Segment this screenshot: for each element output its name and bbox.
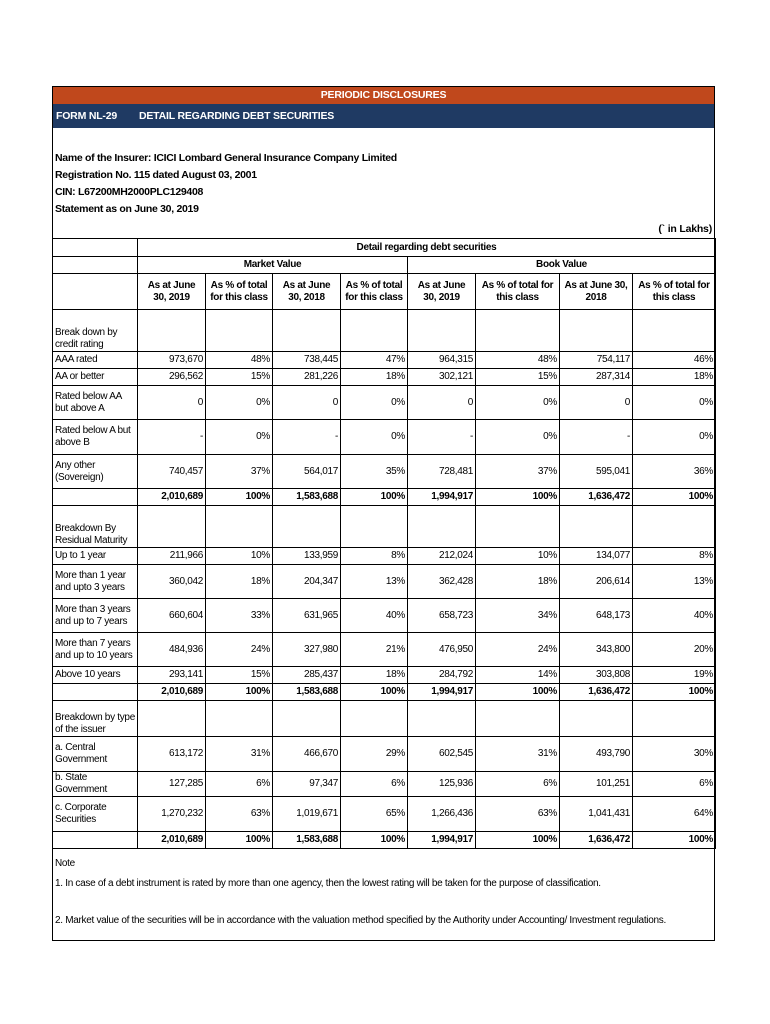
value-cell: 595,041 bbox=[560, 455, 633, 489]
table-row bbox=[53, 701, 716, 737]
value-cell: 29% bbox=[341, 737, 408, 772]
debt-securities-table bbox=[52, 238, 716, 849]
value-cell: 362,428 bbox=[408, 565, 476, 599]
value-cell: 20% bbox=[633, 633, 716, 667]
table-body bbox=[53, 239, 716, 849]
value-cell: - bbox=[273, 420, 341, 455]
value-cell: 754,117 bbox=[560, 352, 633, 369]
value-cell: 125,936 bbox=[408, 772, 476, 797]
value-cell: 40% bbox=[341, 599, 408, 633]
value-cell: 63% bbox=[476, 797, 560, 832]
value-cell: 973,670 bbox=[138, 352, 206, 369]
value-cell: 1,019,671 bbox=[273, 797, 341, 832]
registration-number: Registration No. 115 dated August 03, 2001 bbox=[55, 169, 257, 181]
row-label: More than 1 year and upto 3 years bbox=[53, 565, 138, 599]
table-row bbox=[53, 599, 716, 633]
column-header: As at June 30, 2018 bbox=[560, 274, 633, 310]
value-cell: 285,437 bbox=[273, 667, 341, 684]
value-cell: 101,251 bbox=[560, 772, 633, 797]
value-cell: - bbox=[560, 420, 633, 455]
value-cell: 15% bbox=[476, 369, 560, 386]
value-cell: 10% bbox=[206, 548, 273, 565]
table-row bbox=[53, 352, 716, 369]
total-cell: 1,994,917 bbox=[408, 684, 476, 701]
value-cell: 0% bbox=[633, 420, 716, 455]
form-title-bar bbox=[53, 104, 714, 128]
empty-cell bbox=[138, 506, 206, 548]
value-cell: 0 bbox=[138, 386, 206, 420]
value-cell: 48% bbox=[476, 352, 560, 369]
value-cell: 0% bbox=[341, 386, 408, 420]
value-cell: 127,285 bbox=[138, 772, 206, 797]
value-cell: 30% bbox=[633, 737, 716, 772]
value-cell: 14% bbox=[476, 667, 560, 684]
row-label: Up to 1 year bbox=[53, 548, 138, 565]
total-cell: 1,994,917 bbox=[408, 832, 476, 849]
empty-cell bbox=[138, 701, 206, 737]
table-caption: Detail regarding debt securities bbox=[138, 239, 716, 257]
table-row bbox=[53, 797, 716, 832]
table-row bbox=[53, 310, 716, 352]
value-cell: 6% bbox=[341, 772, 408, 797]
value-cell: 211,966 bbox=[138, 548, 206, 565]
table-row bbox=[53, 506, 716, 548]
value-cell: 64% bbox=[633, 797, 716, 832]
table-row bbox=[53, 832, 716, 849]
value-cell: 613,172 bbox=[138, 737, 206, 772]
empty-cell bbox=[206, 701, 273, 737]
table-row bbox=[53, 684, 716, 701]
note-1: 1. In case of a debt instrument is rated by more than one agency, then the lowest rating will be taken for the purpose of classification. bbox=[55, 878, 601, 889]
empty-cell bbox=[341, 506, 408, 548]
row-label: c. Corporate Securities bbox=[53, 797, 138, 832]
value-cell: 48% bbox=[206, 352, 273, 369]
value-cell: 631,965 bbox=[273, 599, 341, 633]
value-cell: 37% bbox=[476, 455, 560, 489]
value-cell: 31% bbox=[206, 737, 273, 772]
total-cell: 1,636,472 bbox=[560, 489, 633, 506]
total-cell: 100% bbox=[341, 832, 408, 849]
total-cell: 100% bbox=[633, 832, 716, 849]
total-cell: 1,636,472 bbox=[560, 684, 633, 701]
total-cell: 100% bbox=[633, 489, 716, 506]
table-row bbox=[53, 455, 716, 489]
value-cell: 13% bbox=[341, 565, 408, 599]
total-cell: 100% bbox=[341, 489, 408, 506]
value-cell: 15% bbox=[206, 369, 273, 386]
value-cell: 476,950 bbox=[408, 633, 476, 667]
value-cell: 18% bbox=[341, 369, 408, 386]
column-header: As at June 30, 2019 bbox=[138, 274, 206, 310]
value-cell: 35% bbox=[341, 455, 408, 489]
value-cell: 204,347 bbox=[273, 565, 341, 599]
table-row bbox=[53, 633, 716, 667]
total-cell: 2,010,689 bbox=[138, 832, 206, 849]
empty-cell bbox=[408, 701, 476, 737]
row-label: AAA rated bbox=[53, 352, 138, 369]
table-row bbox=[53, 420, 716, 455]
value-cell: 466,670 bbox=[273, 737, 341, 772]
value-cell: 8% bbox=[633, 548, 716, 565]
value-cell: - bbox=[408, 420, 476, 455]
table-row bbox=[53, 737, 716, 772]
value-cell: 65% bbox=[341, 797, 408, 832]
total-cell: 1,636,472 bbox=[560, 832, 633, 849]
value-cell: 296,562 bbox=[138, 369, 206, 386]
value-cell: 493,790 bbox=[560, 737, 633, 772]
column-header: As % of total for this class bbox=[206, 274, 273, 310]
table-row bbox=[53, 489, 716, 506]
row-label: More than 3 years and up to 7 years bbox=[53, 599, 138, 633]
value-cell: 212,024 bbox=[408, 548, 476, 565]
value-cell: - bbox=[138, 420, 206, 455]
value-cell: 602,545 bbox=[408, 737, 476, 772]
value-cell: 564,017 bbox=[273, 455, 341, 489]
table-row bbox=[53, 369, 716, 386]
row-label: AA or better bbox=[53, 369, 138, 386]
value-cell: 15% bbox=[206, 667, 273, 684]
form-title: DETAIL REGARDING DEBT SECURITIES bbox=[139, 110, 335, 122]
statement-date: Statement as on June 30, 2019 bbox=[55, 203, 199, 215]
section-heading: Break down by credit rating bbox=[53, 310, 138, 352]
value-cell: 1,041,431 bbox=[560, 797, 633, 832]
total-cell: 100% bbox=[476, 684, 560, 701]
value-cell: 47% bbox=[341, 352, 408, 369]
value-cell: 134,077 bbox=[560, 548, 633, 565]
periodic-disclosures-banner: PERIODIC DISCLOSURES bbox=[53, 87, 714, 104]
column-header: As % of total for this class bbox=[341, 274, 408, 310]
row-label: Above 10 years bbox=[53, 667, 138, 684]
empty-cell bbox=[476, 310, 560, 352]
value-cell: 31% bbox=[476, 737, 560, 772]
units-label: (` in Lakhs) bbox=[658, 223, 712, 235]
value-cell: 1,266,436 bbox=[408, 797, 476, 832]
insurer-name: Name of the Insurer: ICICI Lombard General Insurance Company Limited bbox=[55, 152, 397, 164]
row-label: More than 7 years and up to 10 years bbox=[53, 633, 138, 667]
value-cell: 13% bbox=[633, 565, 716, 599]
value-cell: 0 bbox=[560, 386, 633, 420]
total-cell: 1,583,688 bbox=[273, 684, 341, 701]
value-cell: 0% bbox=[476, 420, 560, 455]
value-cell: 740,457 bbox=[138, 455, 206, 489]
value-cell: 284,792 bbox=[408, 667, 476, 684]
value-cell: 18% bbox=[341, 667, 408, 684]
value-cell: 34% bbox=[476, 599, 560, 633]
total-cell: 1,583,688 bbox=[273, 489, 341, 506]
value-cell: 46% bbox=[633, 352, 716, 369]
value-cell: 0% bbox=[341, 420, 408, 455]
row-label: Rated below AA but above A bbox=[53, 386, 138, 420]
column-header: As at June 30, 2018 bbox=[273, 274, 341, 310]
total-cell: 100% bbox=[476, 489, 560, 506]
table-row bbox=[53, 667, 716, 684]
empty-cell bbox=[206, 506, 273, 548]
value-cell: 287,314 bbox=[560, 369, 633, 386]
value-cell: 8% bbox=[341, 548, 408, 565]
empty-cell bbox=[138, 310, 206, 352]
value-cell: 1,270,232 bbox=[138, 797, 206, 832]
total-label-cell bbox=[53, 684, 138, 701]
value-cell: 6% bbox=[633, 772, 716, 797]
section-heading: Breakdown by type of the issuer bbox=[53, 701, 138, 737]
value-cell: 648,173 bbox=[560, 599, 633, 633]
table-row bbox=[53, 548, 716, 565]
value-cell: 206,614 bbox=[560, 565, 633, 599]
section-heading: Breakdown By Residual Maturity bbox=[53, 506, 138, 548]
value-cell: 18% bbox=[476, 565, 560, 599]
value-cell: 6% bbox=[476, 772, 560, 797]
value-cell: 0% bbox=[476, 386, 560, 420]
empty-cell bbox=[408, 310, 476, 352]
empty-cell bbox=[341, 310, 408, 352]
total-cell: 100% bbox=[206, 832, 273, 849]
table-row bbox=[53, 386, 716, 420]
value-cell: 37% bbox=[206, 455, 273, 489]
note-heading: Note bbox=[55, 858, 75, 869]
value-cell: 18% bbox=[633, 369, 716, 386]
row-label: b. State Government bbox=[53, 772, 138, 797]
value-cell: 327,980 bbox=[273, 633, 341, 667]
row-label: Rated below A but above B bbox=[53, 420, 138, 455]
empty-cell bbox=[273, 310, 341, 352]
total-cell: 100% bbox=[341, 684, 408, 701]
value-cell: 302,121 bbox=[408, 369, 476, 386]
note-2: 2. Market value of the securities will be in accordance with the valuation method specified by the Authority under Accounting/ Investment regulations. bbox=[55, 915, 666, 926]
total-cell: 1,994,917 bbox=[408, 489, 476, 506]
value-cell: 19% bbox=[633, 667, 716, 684]
value-cell: 343,800 bbox=[560, 633, 633, 667]
value-cell: 0% bbox=[206, 420, 273, 455]
empty-cell bbox=[273, 506, 341, 548]
form-code: FORM NL-29 bbox=[56, 110, 118, 122]
empty-cell bbox=[476, 701, 560, 737]
empty-cell bbox=[560, 701, 633, 737]
market-value-header: Market Value bbox=[138, 257, 408, 274]
value-cell: 24% bbox=[476, 633, 560, 667]
empty-cell bbox=[633, 701, 716, 737]
value-cell: 24% bbox=[206, 633, 273, 667]
value-cell: 360,042 bbox=[138, 565, 206, 599]
empty-cell bbox=[560, 506, 633, 548]
empty-cell bbox=[206, 310, 273, 352]
value-cell: 21% bbox=[341, 633, 408, 667]
value-cell: 36% bbox=[633, 455, 716, 489]
empty-cell bbox=[408, 506, 476, 548]
value-cell: 658,723 bbox=[408, 599, 476, 633]
value-cell: 484,936 bbox=[138, 633, 206, 667]
column-header: As at June 30, 2019 bbox=[408, 274, 476, 310]
total-cell: 100% bbox=[633, 684, 716, 701]
value-cell: 660,604 bbox=[138, 599, 206, 633]
value-cell: 33% bbox=[206, 599, 273, 633]
row-label: a. Central Government bbox=[53, 737, 138, 772]
empty-cell bbox=[476, 506, 560, 548]
empty-cell bbox=[560, 310, 633, 352]
cin-number: CIN: L67200MH2000PLC129408 bbox=[55, 186, 204, 198]
column-header: As % of total for this class bbox=[476, 274, 560, 310]
column-header: As % of total for this class bbox=[633, 274, 716, 310]
value-cell: 293,141 bbox=[138, 667, 206, 684]
total-cell: 100% bbox=[206, 684, 273, 701]
value-cell: 97,347 bbox=[273, 772, 341, 797]
value-cell: 133,959 bbox=[273, 548, 341, 565]
value-cell: 18% bbox=[206, 565, 273, 599]
value-cell: 0 bbox=[273, 386, 341, 420]
value-cell: 728,481 bbox=[408, 455, 476, 489]
row-label: Any other (Sovereign) bbox=[53, 455, 138, 489]
value-cell: 0% bbox=[206, 386, 273, 420]
book-value-header: Book Value bbox=[408, 257, 716, 274]
empty-cell bbox=[633, 506, 716, 548]
value-cell: 63% bbox=[206, 797, 273, 832]
value-cell: 0 bbox=[408, 386, 476, 420]
value-cell: 40% bbox=[633, 599, 716, 633]
value-cell: 281,226 bbox=[273, 369, 341, 386]
value-cell: 0% bbox=[633, 386, 716, 420]
value-cell: 964,315 bbox=[408, 352, 476, 369]
table-row bbox=[53, 772, 716, 797]
total-cell: 1,583,688 bbox=[273, 832, 341, 849]
value-cell: 738,445 bbox=[273, 352, 341, 369]
total-cell: 2,010,689 bbox=[138, 684, 206, 701]
total-label-cell bbox=[53, 489, 138, 506]
total-label-cell bbox=[53, 832, 138, 849]
value-cell: 6% bbox=[206, 772, 273, 797]
total-cell: 100% bbox=[206, 489, 273, 506]
empty-cell bbox=[633, 310, 716, 352]
value-cell: 303,808 bbox=[560, 667, 633, 684]
empty-cell bbox=[341, 701, 408, 737]
empty-cell bbox=[273, 701, 341, 737]
value-cell: 10% bbox=[476, 548, 560, 565]
table-row bbox=[53, 565, 716, 599]
total-cell: 100% bbox=[476, 832, 560, 849]
total-cell: 2,010,689 bbox=[138, 489, 206, 506]
